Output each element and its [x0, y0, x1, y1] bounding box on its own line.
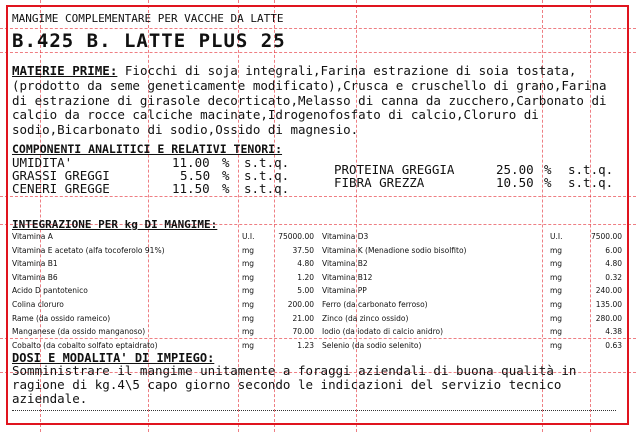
integ-left-6-value: 21.00 [292, 313, 314, 323]
integ-right-7-name: Iodio (da iodato di calcio anidro) [322, 327, 444, 337]
integ-right-7-value: 4.38 [605, 327, 622, 337]
integ-left-0-value: 75000.00 [278, 232, 314, 241]
comp-left-2-value: 11.50 [172, 181, 210, 196]
comp-right-0-value: 25.00 [496, 162, 534, 177]
integ-right-6-name: Zinco (da zinco ossido) [322, 313, 409, 323]
comp-right-1-value: 10.50 [496, 175, 534, 190]
integ-left-5-value: 200.00 [287, 300, 314, 309]
integ-left-8-value: 1.23 [297, 340, 314, 350]
comp-right-0-name: PROTEINA GREGGIA [334, 162, 455, 177]
category-title: MANGIME COMPLEMENTARE PER VACCHE DA LATTE [12, 12, 284, 25]
integ-right-5-unit: mg [550, 300, 563, 309]
integ-left-8-name: Cobalto (da cobalto solfato eptaidrato) [12, 340, 158, 350]
integ-right-2-name: Vitamina B2 [322, 259, 368, 269]
materie-prime-heading: MATERIE PRIME: [12, 63, 118, 78]
materie-prime [12, 64, 622, 138]
integ-left-3-value: 1.20 [297, 272, 314, 282]
integ-right-6-unit: mg [550, 313, 563, 323]
integ-left-2-value: 4.80 [297, 259, 314, 269]
integ-right-4-unit: mg [550, 286, 563, 296]
integ-right-1-name: Vitamina K (Menadione sodio bisolfito) [322, 245, 467, 255]
integ-left-2-unit: mg [242, 259, 255, 269]
integ-right-5-value: 135.00 [595, 300, 622, 309]
integ-left-7-unit: mg [242, 327, 255, 337]
integ-left-0-unit: U.I. [242, 232, 255, 241]
comp-right-1-unit: % [544, 175, 552, 190]
integ-left-7-value: 70.00 [292, 327, 314, 337]
product-name: B.425 B. LATTE PLUS 25 [12, 30, 286, 52]
comp-left-0-unit: % [222, 155, 230, 170]
integ-right-1-unit: mg [550, 245, 563, 255]
componenti-heading: COMPONENTI ANALITICI E RELATIVI TENORI: [12, 142, 283, 156]
integ-left-2-name: Vitamina B1 [12, 259, 58, 269]
dosi-text: Somministrare il mangime unitamente a foraggi aziendali di buona qualità in ragione di kg.4\5 capo giorno secondo le indicazioni del servizio tecnico aziendale. [12, 363, 577, 406]
integ-right-3-value: 0.32 [605, 272, 622, 282]
integ-right-7-unit: mg [550, 327, 563, 337]
feed-label [12, 10, 622, 417]
integ-right-8-name: Selenio (da sodio selenito) [322, 340, 422, 350]
integ-left-4-unit: mg [242, 286, 255, 296]
integ-right-0-unit: U.I. [550, 232, 563, 241]
comp-right-0-basis: s.t.q. [568, 162, 614, 177]
comp-left-0-value: 11.00 [172, 155, 210, 170]
comp-right-0-unit: % [544, 162, 552, 177]
comp-left-2-basis: s.t.q. [244, 181, 290, 196]
dosi-heading: DOSI E MODALITA' DI IMPIEGO: [12, 351, 215, 365]
materie-prime-text: Fiocchi di soja integrali,Farina estrazione di soia tostata,(prodotto da seme geneticamente modificato),Crusca e cruschello di grano,Farina di estrazione di girasole decorticato,Melasso di canna da zucchero,Carbonato di calcio da rocce calciche macinate,Idrogenofosfato di calcio,Cloruro di sodio,Bicarbonato di sodio,Ossido di magnesio. [12, 63, 607, 138]
integ-right-4-name: Vitamina PP [322, 286, 367, 296]
dotted-separator [12, 410, 616, 411]
integ-left-4-name: Acido D pantotenico [12, 286, 88, 296]
integrazione-heading: INTEGRAZIONE PER kg DI MANGIME: [12, 218, 218, 231]
integ-right-6-value: 280.00 [595, 313, 622, 323]
integ-right-3-unit: mg [550, 272, 563, 282]
comp-left-1-value: 5.50 [180, 168, 211, 183]
integ-right-3-name: Vitamina B12 [322, 272, 373, 282]
integ-left-1-value: 37.50 [292, 245, 314, 255]
integ-left-6-name: Rame (da ossido rameico) [12, 313, 111, 323]
integ-right-1-value: 6.00 [605, 245, 622, 255]
integ-left-3-unit: mg [242, 272, 255, 282]
integ-left-1-unit: mg [242, 245, 255, 255]
integ-left-1-name: Vitamina E acetato (alfa tocoferolo 91%) [12, 245, 165, 255]
integ-left-8-unit: mg [242, 340, 255, 350]
integ-right-0-value: 7500.00 [590, 232, 622, 241]
integ-left-5-unit: mg [242, 300, 255, 309]
comp-left-0-basis: s.t.q. [244, 155, 290, 170]
integ-left-6-unit: mg [242, 313, 255, 323]
comp-left-2-name: CENERI GREGGE [12, 181, 110, 196]
comp-left-1-unit: % [222, 168, 230, 183]
comp-right-1-name: FIBRA GREZZA [334, 175, 425, 190]
comp-left-0-name: UMIDITA' [12, 155, 73, 170]
integ-left-0-name: Vitamina A [12, 232, 53, 241]
integ-right-2-value: 4.80 [605, 259, 622, 269]
integ-right-8-unit: mg [550, 340, 563, 350]
integ-right-0-name: Vitamina D3 [322, 232, 369, 241]
integ-right-4-value: 240.00 [595, 286, 622, 296]
integ-right-5-name: Ferro (da carbonato ferroso) [322, 300, 428, 309]
comp-left-1-basis: s.t.q. [244, 168, 290, 183]
comp-right-1-basis: s.t.q. [568, 175, 614, 190]
integ-right-8-value: 0.63 [605, 340, 622, 350]
comp-left-1-name: GRASSI GREGGI [12, 168, 110, 183]
comp-left-2-unit: % [222, 181, 230, 196]
integ-left-3-name: Vitamina B6 [12, 272, 58, 282]
integ-left-7-name: Manganese (da ossido manganoso) [12, 327, 146, 337]
integ-left-4-value: 5.00 [297, 286, 314, 296]
integ-right-2-unit: mg [550, 259, 563, 269]
integ-left-5-name: Colina cloruro [12, 300, 64, 309]
